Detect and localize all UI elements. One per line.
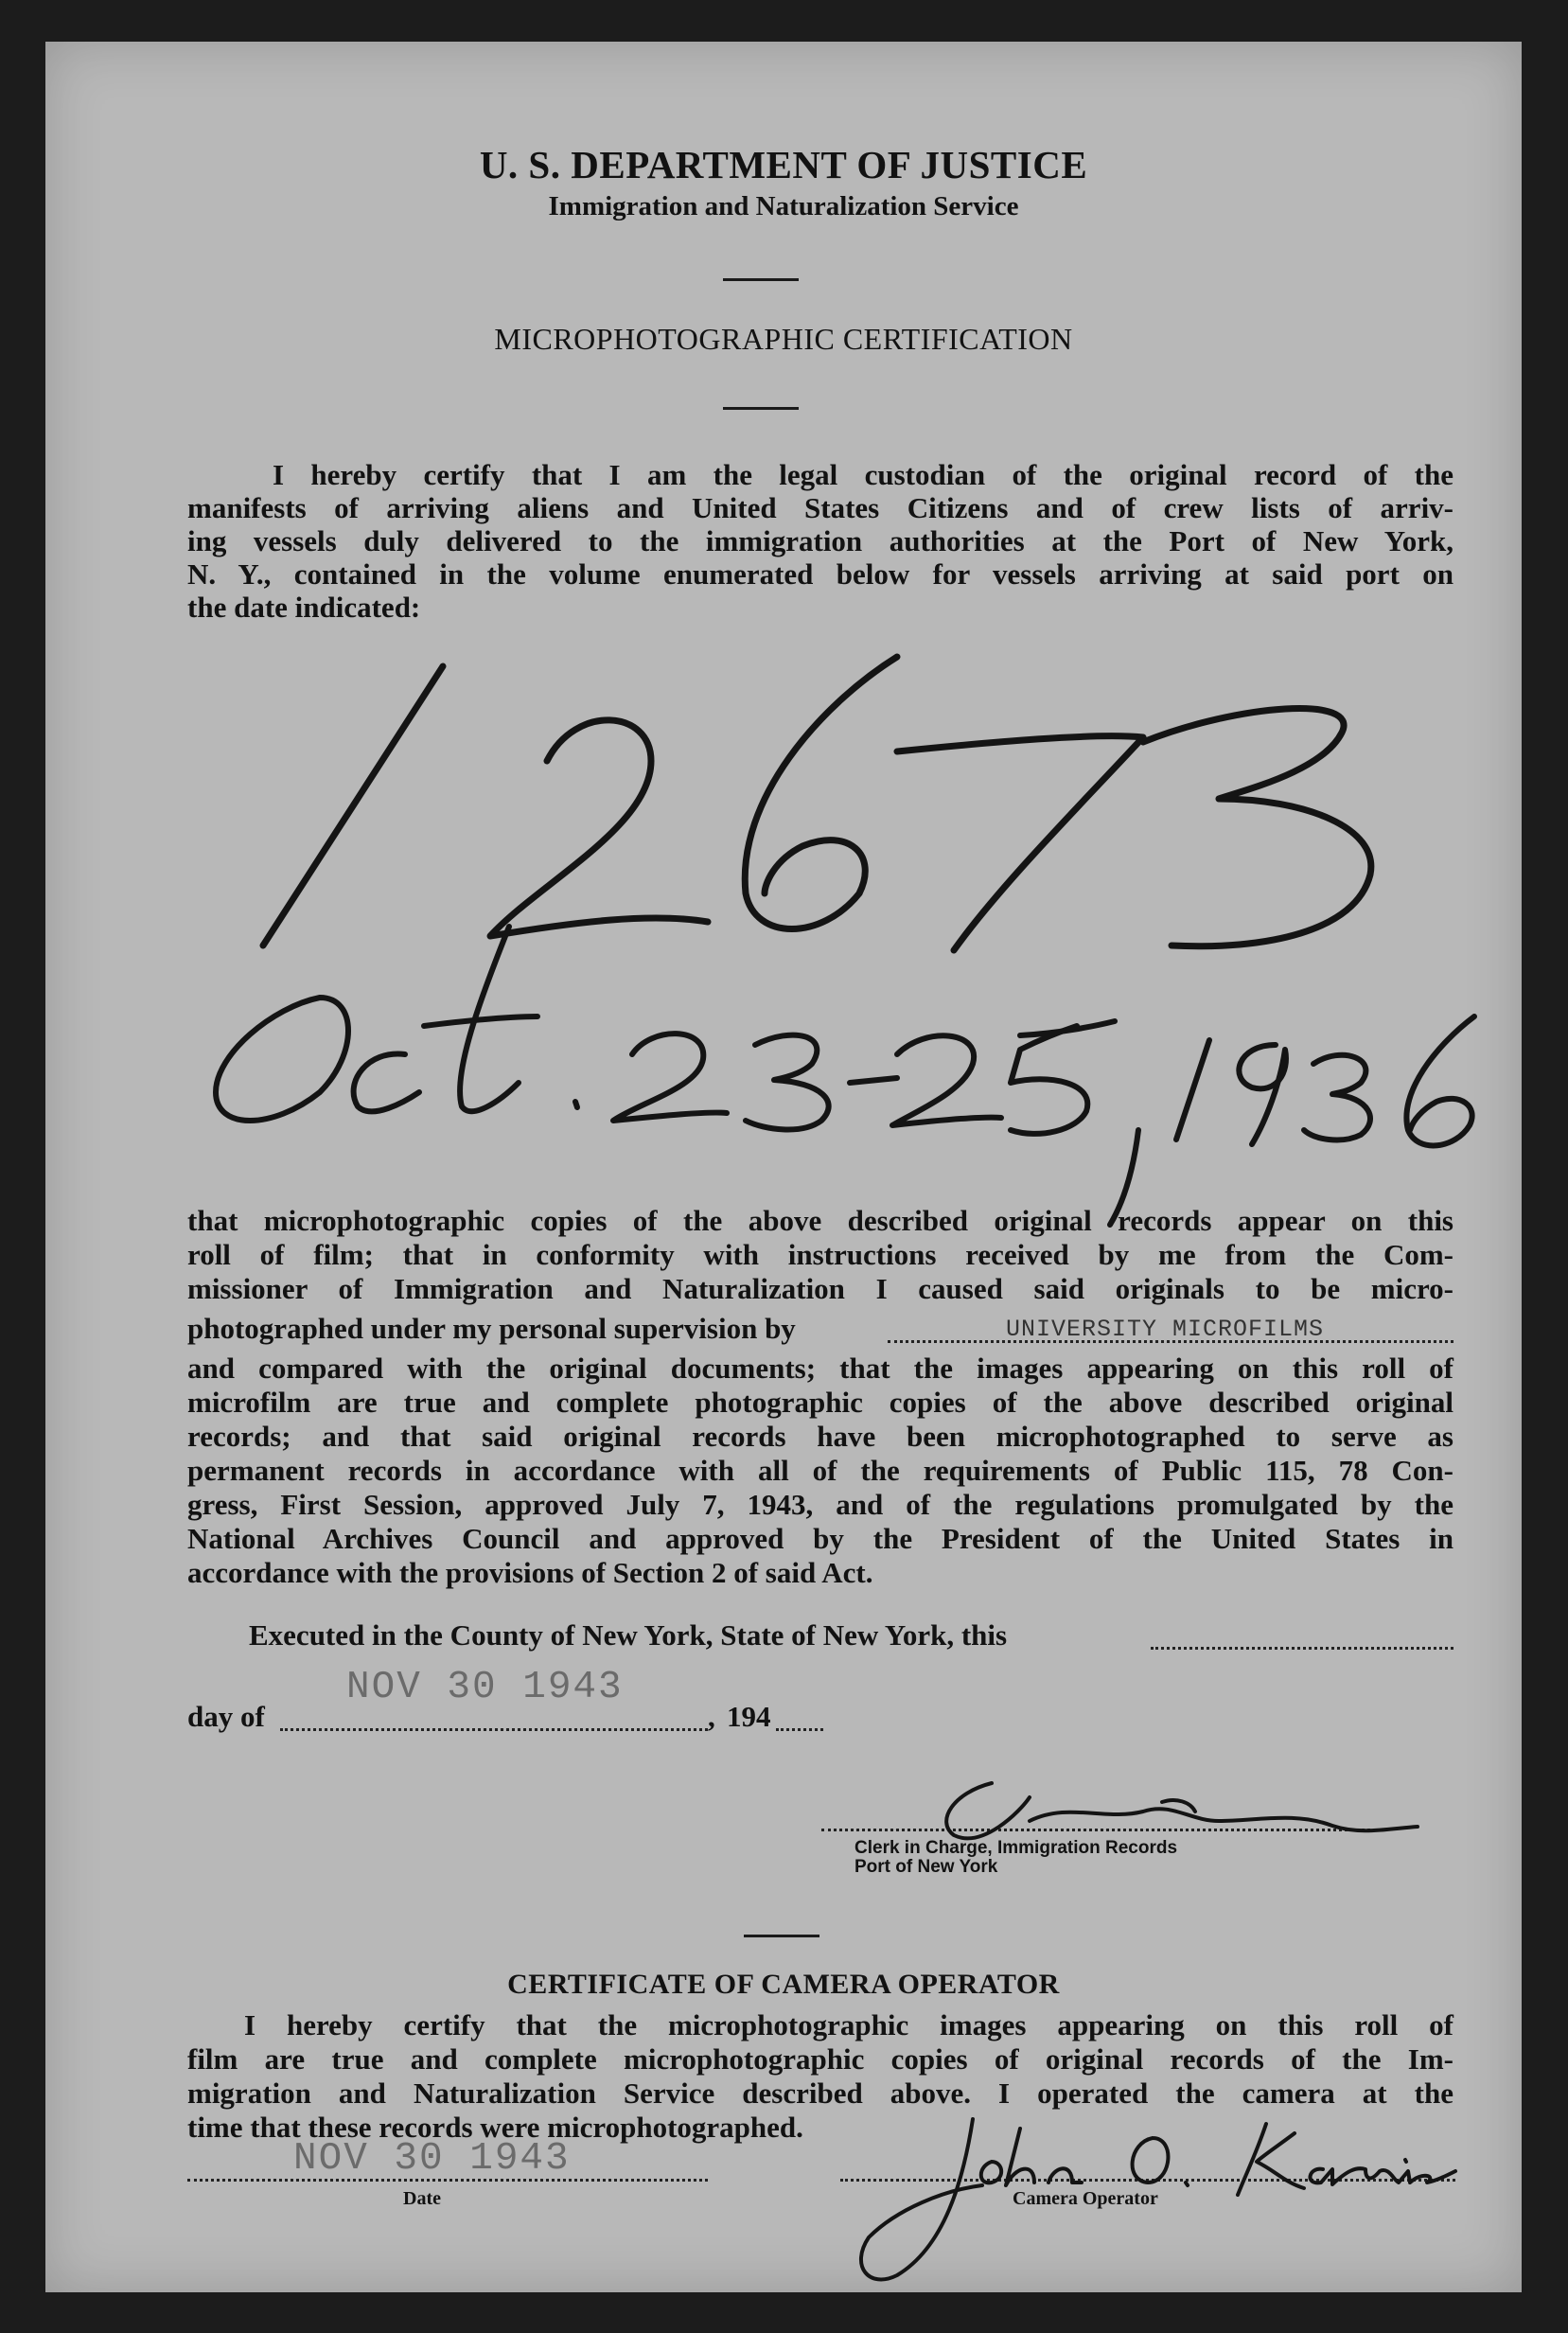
execution-line: Executed in the County of New York, State of New York, this <box>249 1618 1008 1652</box>
body-line: roll of film; that in conformity with instructions received by me from the Com- <box>187 1238 1453 1271</box>
intro-line: the date indicated: <box>187 591 421 624</box>
body-line: gress, First Session, approved July 7, 1943, and of the regulations promulgated by the <box>187 1488 1453 1521</box>
service-subheading: Immigration and Naturalization Service <box>548 191 1019 221</box>
intro-line: I hereby certify that I am the legal custodian of the original record of the <box>273 458 1453 491</box>
body-line: that microphotographic copies of the above described original records appear on this <box>187 1204 1453 1237</box>
operator-date-stamp: NOV 30 1943 <box>293 2137 571 2181</box>
clerk-port: Port of New York <box>854 1857 998 1877</box>
body-line: missioner of Immigration and Naturalization I caused said originals to be micro- <box>187 1272 1453 1305</box>
camera-line: migration and Naturalization Service described above. I operated the camera at the <box>187 2077 1453 2110</box>
certificate-sheet <box>45 42 1522 2292</box>
body-line: photographed under my personal supervision by <box>187 1312 796 1345</box>
intro-line: manifests of arriving aliens and United States Citizens and of crew lists of arriv- <box>187 491 1453 524</box>
camera-line: I hereby certify that the microphotographic images appearing on this roll of <box>244 2008 1453 2041</box>
body-line: microfilm are true and complete photographic copies of the above described original <box>187 1386 1453 1419</box>
intro-line: N. Y., contained in the volume enumerated below for vessels arriving at said port on <box>187 557 1453 591</box>
day-of-label: day of <box>187 1700 265 1733</box>
body-line: National Archives Council and approved by the President of the United States in <box>187 1522 1453 1555</box>
body-line: permanent records in accordance with all of the requirements of Public 115, 78 Con- <box>187 1454 1453 1487</box>
intro-line: ing vessels duly delivered to the immigration authorities at the Port of New York, <box>187 524 1453 557</box>
operator-label: Camera Operator <box>1013 2188 1158 2209</box>
camera-line: time that these records were microphotographed. <box>187 2111 803 2144</box>
date-label: Date <box>403 2188 441 2209</box>
date-stamp: NOV 30 1943 <box>346 1666 624 1709</box>
microfilmer-name: UNIVERSITY MICROFILMS <box>1006 1316 1325 1343</box>
camera-operator-signature <box>45 42 1522 2292</box>
department-heading: U. S. DEPARTMENT OF JUSTICE <box>479 143 1088 186</box>
year-prefix: 194 <box>727 1700 771 1733</box>
body-line: and compared with the original documents; that the images appearing on this roll of <box>187 1352 1453 1385</box>
camera-line: film are true and complete microphotographic copies of original records of the Im- <box>187 2042 1453 2076</box>
body-line: accordance with the provisions of Section 2 of said Act. <box>187 1556 873 1589</box>
body-line: records; and that said original records have been microphotographed to serve as <box>187 1420 1453 1453</box>
certification-title: MICROPHOTOGRAPHIC CERTIFICATION <box>494 322 1073 356</box>
camera-operator-title: CERTIFICATE OF CAMERA OPERATOR <box>507 1969 1060 2000</box>
comma: , <box>708 1700 715 1733</box>
clerk-title: Clerk in Charge, Immigration Records <box>854 1838 1178 1858</box>
